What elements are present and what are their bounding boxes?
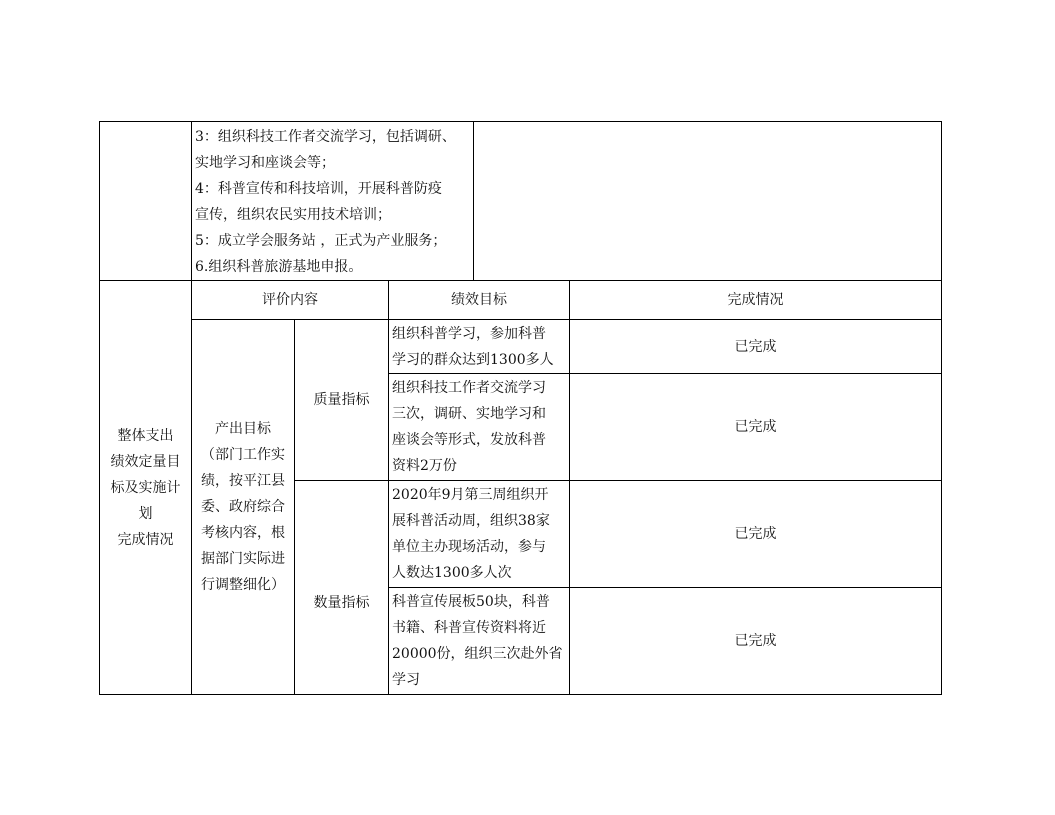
- status-cell: 已完成: [570, 320, 942, 374]
- plan-row: [100, 122, 942, 281]
- plan-line: 宣传，组织农民实用技术培训；: [195, 207, 391, 223]
- target-cell: [389, 374, 570, 481]
- target-cell: [389, 481, 570, 588]
- plan-line: 实地学习和座谈会等；: [195, 155, 335, 171]
- row-header-line: 划: [138, 505, 153, 522]
- row-header-line: 整体支出: [117, 427, 174, 444]
- target-line: 座谈会等形式，发放科普: [392, 432, 546, 448]
- target-cell: [389, 320, 570, 374]
- header-status: 完成情况: [570, 281, 942, 320]
- header-row: [100, 281, 942, 320]
- target-line: 展科普活动周，组织38家: [392, 513, 550, 529]
- target-line: 2020年9月第三周组织开: [392, 487, 549, 503]
- performance-table: [99, 121, 942, 695]
- quantity-indicator-label: [295, 481, 389, 695]
- target-line: 20000份，组织三次赴外省: [392, 646, 563, 662]
- target-line: 单位主办现场活动，参与: [392, 539, 546, 555]
- output-goal-line: 产出目标: [215, 421, 271, 437]
- status-cell: 已完成: [570, 374, 942, 481]
- target-line: 三次，调研、实地学习和: [392, 406, 546, 422]
- status-cell: 已完成: [570, 588, 942, 695]
- target-line: 组织科技工作者交流学习: [392, 380, 546, 396]
- status-cell: 已完成: [570, 481, 942, 588]
- row-header-line: 绩效定量目: [110, 453, 181, 470]
- target-line: 学习的群众达到1300多人: [392, 351, 554, 368]
- output-goal-line: 据部门实际进: [201, 551, 285, 567]
- plan-empty-area: [474, 122, 941, 280]
- row-header-line: 标及实施计: [110, 479, 181, 496]
- row-header-cell: [100, 281, 192, 695]
- target-line: 人数达1300多人次: [392, 565, 512, 581]
- plan-line: 3：组织科技工作者交流学习，包括调研、: [195, 129, 456, 145]
- table-row: [100, 320, 942, 374]
- quality-indicator-label: 质量指标: [295, 320, 389, 481]
- plan-row-empty-header: [100, 122, 192, 281]
- output-goal-line: 绩，按平江县: [201, 473, 285, 489]
- target-line: 科普宣传展板50块，科普: [392, 594, 550, 610]
- plan-content-cell: [192, 122, 942, 281]
- output-goal-line: 考核内容，根: [201, 525, 285, 541]
- output-goal-line: 行调整细化）: [201, 577, 285, 593]
- target-cell: [389, 588, 570, 695]
- plan-line: 4：科普宣传和科技培训，开展科普防疫: [195, 181, 442, 197]
- output-goal-line: （部门工作实: [201, 447, 285, 463]
- target-line: 书籍、科普宣传资料将近: [392, 620, 546, 636]
- target-line: 学习: [392, 672, 420, 688]
- target-line: 资料2万份: [392, 458, 457, 474]
- row-header-line: 完成情况: [117, 531, 174, 548]
- header-content: 评价内容: [192, 281, 389, 320]
- output-goal-line: 委、政府综合: [201, 499, 285, 515]
- quantity-indicator-text: 数量指标: [313, 595, 370, 611]
- plan-line: 5：成立学会服务站 ，正式为产业服务；: [195, 233, 447, 249]
- plan-line: 6.组织科普旅游基地申报。: [195, 259, 363, 275]
- plan-text: [192, 122, 474, 280]
- header-target: 绩效目标: [389, 281, 570, 320]
- output-goal-cell: [192, 320, 295, 695]
- target-line: 组织科普学习，参加科普: [392, 325, 546, 342]
